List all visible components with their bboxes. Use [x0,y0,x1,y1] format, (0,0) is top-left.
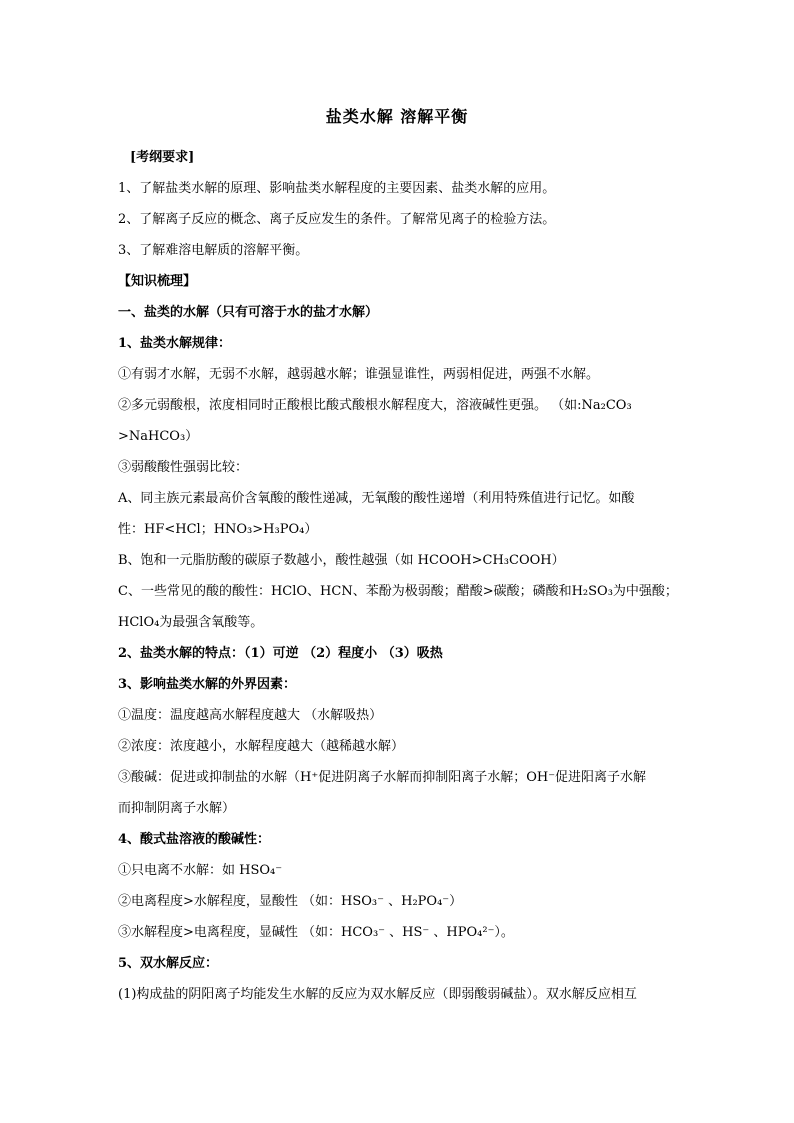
subsection-heading: 4、酸式盐溶液的酸碱性： [118,832,271,847]
paragraph-line: ③水解程度>电离程度，显碱性 （如：HCO₃⁻ 、HS⁻ 、HPO₄²⁻）。 [118,925,514,940]
paragraph-line: ①只电离不水解：如 HSO₄⁻ [118,863,283,878]
paragraph-line: B、饱和一元脂肪酸的碳原子数越小，酸性越强（如 HCOOH>CH₃COOH） [118,553,565,568]
subsection-heading: 2、盐类水解的特点：（1）可逆 （2）程度小 （3）吸热 [118,646,443,661]
requirement-item: 3、了解难溶电解质的溶解平衡。 [118,243,309,258]
requirement-item: 1、了解盐类水解的原理、影响盐类水解程度的主要因素、盐类水解的应用。 [118,181,556,196]
paragraph-line: A、同主族元素最高价含氧酸的酸性递减，无氧酸的酸性递增（利用特殊值进行记忆。如酸 [118,491,635,506]
paragraph-line: HClO₄为最强含氧酸等。 [118,615,264,630]
paragraph-line: ②浓度：浓度越小，水解程度越大（越稀越水解） [118,739,405,754]
paragraph-line: ③弱酸酸性强弱比较： [118,460,249,475]
paragraph-line: 而抑制阴离子水解） [118,801,236,816]
subsection-heading: 1、盐类水解规律： [118,336,232,351]
paragraph-line: ①有弱才水解，无弱不水解，越弱越水解；谁强显谁性，两弱相促进，两强不水解。 [118,367,600,382]
paragraph-line: (1)构成盐的阴阳离子均能发生水解的反应为双水解反应（即弱酸弱碱盐）。双水解反应相互 [118,987,637,1002]
requirement-item: 2、了解离子反应的概念、离子反应发生的条件。了解常见离子的检验方法。 [118,212,556,227]
paragraph-line: ①温度：温度越高水解程度越大 （水解吸热） [118,708,383,723]
paragraph-line: C、一些常见的酸的酸性：HClO、HCN、苯酚为极弱酸；醋酸>碳酸；磷酸和H₂SO₃为中强酸； [118,584,678,599]
paragraph-line: ②多元弱酸根，浓度相同时正酸根比酸式酸根水解程度大，溶液碱性更强。 （如:Na₂CO₃ [118,398,632,413]
document-body [118,142,683,1010]
paragraph-line: 性：HF<HCl；HNO₃>H₃PO₄） [118,522,318,537]
paragraph-line: ③酸碱：促进或抑制盐的水解（H⁺促进阴离子水解而抑制阳离子水解；OH⁻促进阳离子水解 [118,770,647,785]
paragraph-line: ②电离程度>水解程度，显酸性 （如：HSO₃⁻ 、H₂PO₄⁻） [118,894,463,909]
paragraph-line: >NaHCO₃） [118,429,199,444]
subsection-heading: 3、影响盐类水解的外界因素： [118,677,297,692]
document-title: 盐类水解 溶解平衡 [325,107,469,126]
section-heading: [考纲要求] [130,150,195,165]
section-heading: 【知识梳理】 [118,274,197,289]
section-heading: 一、盐类的水解（只有可溶于水的盐才水解） [118,305,379,320]
subsection-heading: 5、双水解反应： [118,956,219,971]
